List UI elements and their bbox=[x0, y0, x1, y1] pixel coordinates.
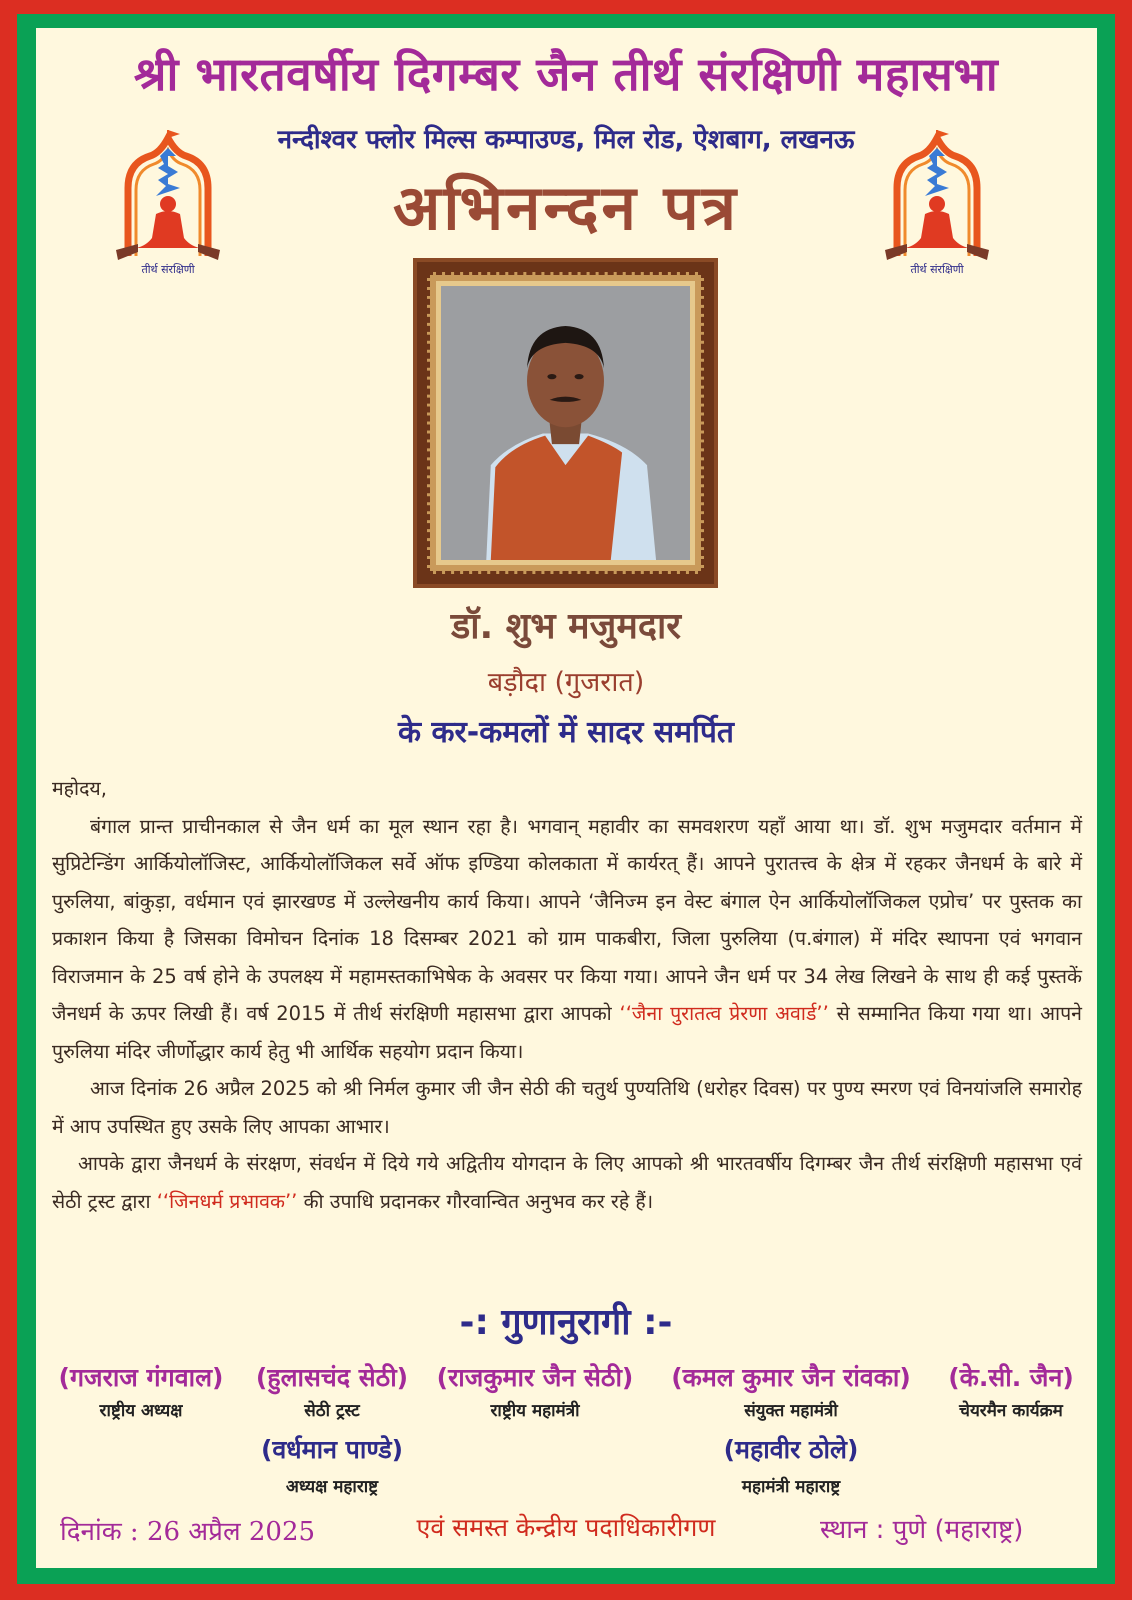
signatory bbox=[665, 1432, 917, 1497]
award-name: ‘‘जैना पुरातत्व प्रेरणा अवार्ड’’ bbox=[619, 1002, 829, 1025]
paragraph-3 bbox=[52, 1145, 1082, 1220]
logo-caption: तीर्थ संरक्षिणी bbox=[141, 263, 195, 276]
paragraph-3-text: आपके द्वारा जैनधर्म के संरक्षण, संवर्धन में दिये गये अद्वितीय योगदान के लिए आपको श्री भारतवर्षीय दिगम्बर जैन तीर्थ संरक्षिणी महासभा एवं सेठी ट्रस्ट द्वारा bbox=[52, 1152, 1082, 1213]
signatory bbox=[938, 1360, 1084, 1421]
organization-address: नन्दीश्वर फ्लोर मिल्स कम्पाउण्ड, मिल रोड, ऐशबाग, लखनऊ bbox=[277, 125, 855, 155]
signatory bbox=[252, 1360, 412, 1421]
document-title: अभिनन्दन पत्र bbox=[393, 171, 739, 244]
signatory-role: सेठी ट्रस्ट bbox=[304, 1401, 360, 1421]
signatory-role: चेयरमैन कार्यक्रम bbox=[959, 1401, 1063, 1421]
paragraph-3-text-end: की उपाधि प्रदानकर गौरवान्वित अनुभव कर रहे हैं। bbox=[297, 1189, 654, 1213]
paragraph-1-text-end: से सम्मानित किया गया था। आपने पुरुलिया मंदिर जीर्णोद्धार कार्य हेतु भी आर्थिक सहयोग प्रदान किया। bbox=[52, 1002, 1082, 1063]
signatory-name: (कमल कुमार जैन रांवका) bbox=[671, 1363, 911, 1392]
portrait-frame bbox=[413, 258, 718, 588]
salutation: महोदय, bbox=[52, 777, 107, 800]
signatory-role: राष्ट्रीय महामंत्री bbox=[490, 1401, 580, 1421]
signatory-role: संयुक्त महामंत्री bbox=[744, 1401, 838, 1421]
signatory-name: (वर्धमान पाण्डे) bbox=[260, 1435, 404, 1464]
signatory bbox=[252, 1432, 412, 1497]
footer-place: स्थान : पुणे (महाराष्ट्र) bbox=[820, 1515, 1024, 1545]
logo-left bbox=[108, 128, 228, 288]
title-conferred: ‘‘जिनधर्म प्रभावक’’ bbox=[156, 1189, 298, 1213]
footer-date: दिनांक : 26 अप्रैल 2025 bbox=[60, 1517, 316, 1547]
signatory-role: महामंत्री महाराष्ट्र bbox=[741, 1477, 841, 1497]
signatory-name: (राजकुमार जैन सेठी) bbox=[436, 1363, 634, 1392]
paragraph-2: आज दिनांक 26 अप्रैल 2025 को श्री निर्मल कुमार जी जैन सेठी की चतुर्थ पुण्यतिथि (धरोहर दिवस) पर पुण्य स्मरण एवं विनयांजलि समारोह में आप उपस्थित हुए उसके लिए आपका आभार। bbox=[52, 1077, 1082, 1138]
signatory bbox=[665, 1360, 917, 1421]
honoree-portrait bbox=[441, 286, 690, 560]
organization-title: श्री भारतवर्षीय दिगम्बर जैन तीर्थ संरक्षिणी महासभा bbox=[133, 47, 999, 101]
paragraph-1-text: बंगाल प्रान्त प्राचीनकाल से जैन धर्म का मूल स्थान रहा है। भगवान् महावीर का समवशरण यहाँ आया था। डॉ. शुभ मजुमदार वर्तमान में सुप्रिटेन्डिंग आर्कियोलॉजिस्ट, आर्कियोलॉजिकल सर्वे ऑफ इण्डिया कोलकाता में कार्यरत् हैं। आपने पुरातत्त्व के क्षेत्र में रहकर जैनधर्म के बारे में पुरुलिया, बांकुड़ा, वर्धमान एवं झारखण्ड में उल्लेखनीय कार्य किया। आपने ‘जैनिज्म इन वेस्ट बंगाल ऐन आर्कियोलॉजिकल एप्रोच’ पर पुस्तक का प्रकाशन किया है जिसका विमोचन दिनांक 18 दिसम्बर 2021 को ग्राम पाकबीरा, जिला पुरुलिया (प.बंगाल) में मंदिर स्थापना एवं भगवान विराजमान के 25 वर्ष होने के उपलक्ष्य में महामस्तकाभिषेक के अवसर पर किया गया। आपने जैन धर्म पर 34 लेख लिखने के साथ ही कई पुस्तकें जैनधर्म के ऊपर लिखी हैं। वर्ष 2015 में तीर्थ संरक्षिणी महासभा द्वारा आपको bbox=[52, 814, 1082, 1025]
letter-body bbox=[52, 770, 1082, 1220]
logo-right bbox=[877, 128, 997, 288]
signatory-name: (गजराज गंगवाल) bbox=[58, 1363, 224, 1392]
footer-all-officials: एवं समस्त केन्द्रीय पदाधिकारीगण bbox=[416, 1513, 716, 1542]
jain-temple-logo-icon bbox=[877, 128, 997, 268]
dedication-line: के कर-कमलों में सादर समर्पित bbox=[398, 715, 734, 750]
signatory-name: (हुलासचंद सेठी) bbox=[255, 1363, 409, 1392]
honoree-city: बड़ौदा (गुजरात) bbox=[487, 667, 645, 698]
honoree-name: डॉ. शुभ मजुमदार bbox=[450, 606, 682, 647]
paragraph-1 bbox=[52, 808, 1082, 1071]
signatory-role: राष्ट्रीय अध्यक्ष bbox=[99, 1401, 183, 1421]
signatory-name: (के.सी. जैन) bbox=[948, 1363, 1074, 1392]
signatory bbox=[432, 1360, 638, 1421]
logo-caption: तीर्थ संरक्षिणी bbox=[910, 263, 964, 276]
jain-temple-logo-icon bbox=[108, 128, 228, 268]
signatory-role: अध्यक्ष महाराष्ट्र bbox=[285, 1477, 379, 1497]
signatory bbox=[52, 1360, 230, 1421]
signatory-name: (महावीर ठोले) bbox=[723, 1435, 859, 1464]
signatories-heading: -: गुणानुरागी :- bbox=[459, 1302, 673, 1343]
